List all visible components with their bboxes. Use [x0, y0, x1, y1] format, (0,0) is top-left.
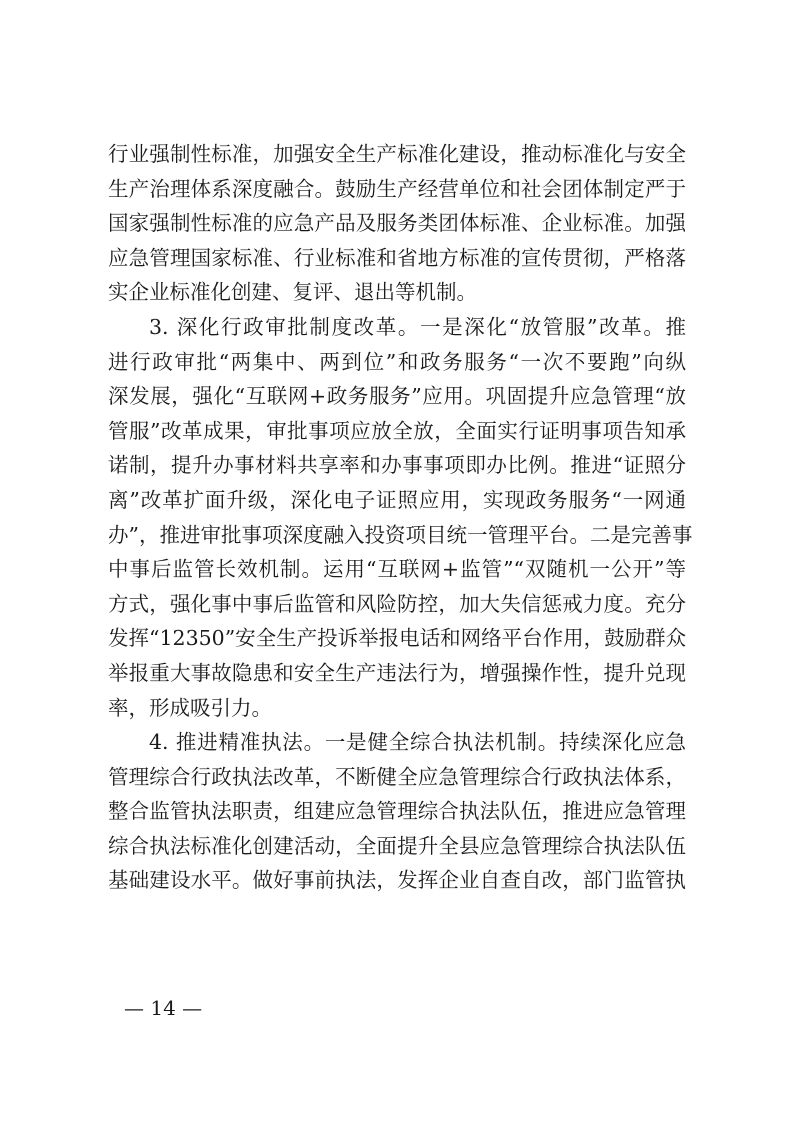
text-line: 方式，强化事中事后监管和风险防控，加大失信惩戒力度。充分: [108, 591, 686, 616]
document-body: [108, 137, 693, 898]
text-line: 3. 深化行政审批制度改革。一是深化“放管服”改革。推: [149, 314, 686, 339]
text-line: 中事后监管长效机制。运用“互联网+监管”“双随机一公开”等: [108, 557, 686, 582]
text-line: 4. 推进精准执法。一是健全综合执法机制。持续深化应急: [149, 730, 686, 755]
text-line: 整合监管执法职责，组建应急管理综合执法队伍，推进应急管理: [108, 799, 686, 824]
paragraph-2: [108, 310, 693, 725]
text-line: 率，形成吸引力。: [108, 695, 272, 720]
text-line: 管服”改革成果，审批事项应放全放，全面实行证明事项告知承: [108, 418, 686, 443]
text-line: 综合执法标准化创建活动，全面提升全县应急管理综合执法队伍: [108, 833, 686, 858]
text-line: 行业强制性标准，加强安全生产标准化建设，推动标准化与安全: [108, 142, 686, 166]
text-line: 实企业标准化创建、复评、退出等机制。: [108, 280, 477, 305]
text-line: 诺制，提升办事材料共享率和办事事项即办比例。推进“证照分: [108, 453, 686, 478]
page-number: — 14 —: [124, 996, 203, 1020]
text-line: 举报重大事故隐患和安全生产违法行为，增强操作性，提升兑现: [108, 660, 686, 685]
paragraph-1: [108, 137, 686, 310]
text-line: 管理综合行政执法改革，不断健全应急管理综合行政执法体系，: [108, 764, 686, 789]
text-line: 应急管理国家标准、行业标准和省地方标准的宣传贯彻，严格落: [108, 245, 686, 270]
text-line: 生产治理体系深度融合。鼓励生产经营单位和社会团体制定严于: [108, 176, 686, 201]
text-line: 发挥“12350”安全生产投诉举报电话和网络平台作用，鼓励群众: [108, 626, 687, 651]
text-line: 国家强制性标准的应急产品及服务类团体标准、企业标准。加强: [108, 211, 686, 236]
text-line: 基础建设水平。做好事前执法，发挥企业自查自改，部门监管执: [108, 868, 686, 893]
text-line: 办”，推进审批事项深度融入投资项目统一管理平台。二是完善事: [108, 522, 693, 547]
text-line: 离”改革扩面升级，深化电子证照应用，实现政务服务“一网通: [108, 487, 686, 512]
paragraph-3: [108, 725, 686, 898]
text-line: 进行政审批“两集中、两到位”和政务服务“一次不要跑”向纵: [108, 349, 686, 374]
text-line: 深发展，强化“互联网+政务服务”应用。巩固提升应急管理“放: [108, 384, 686, 409]
